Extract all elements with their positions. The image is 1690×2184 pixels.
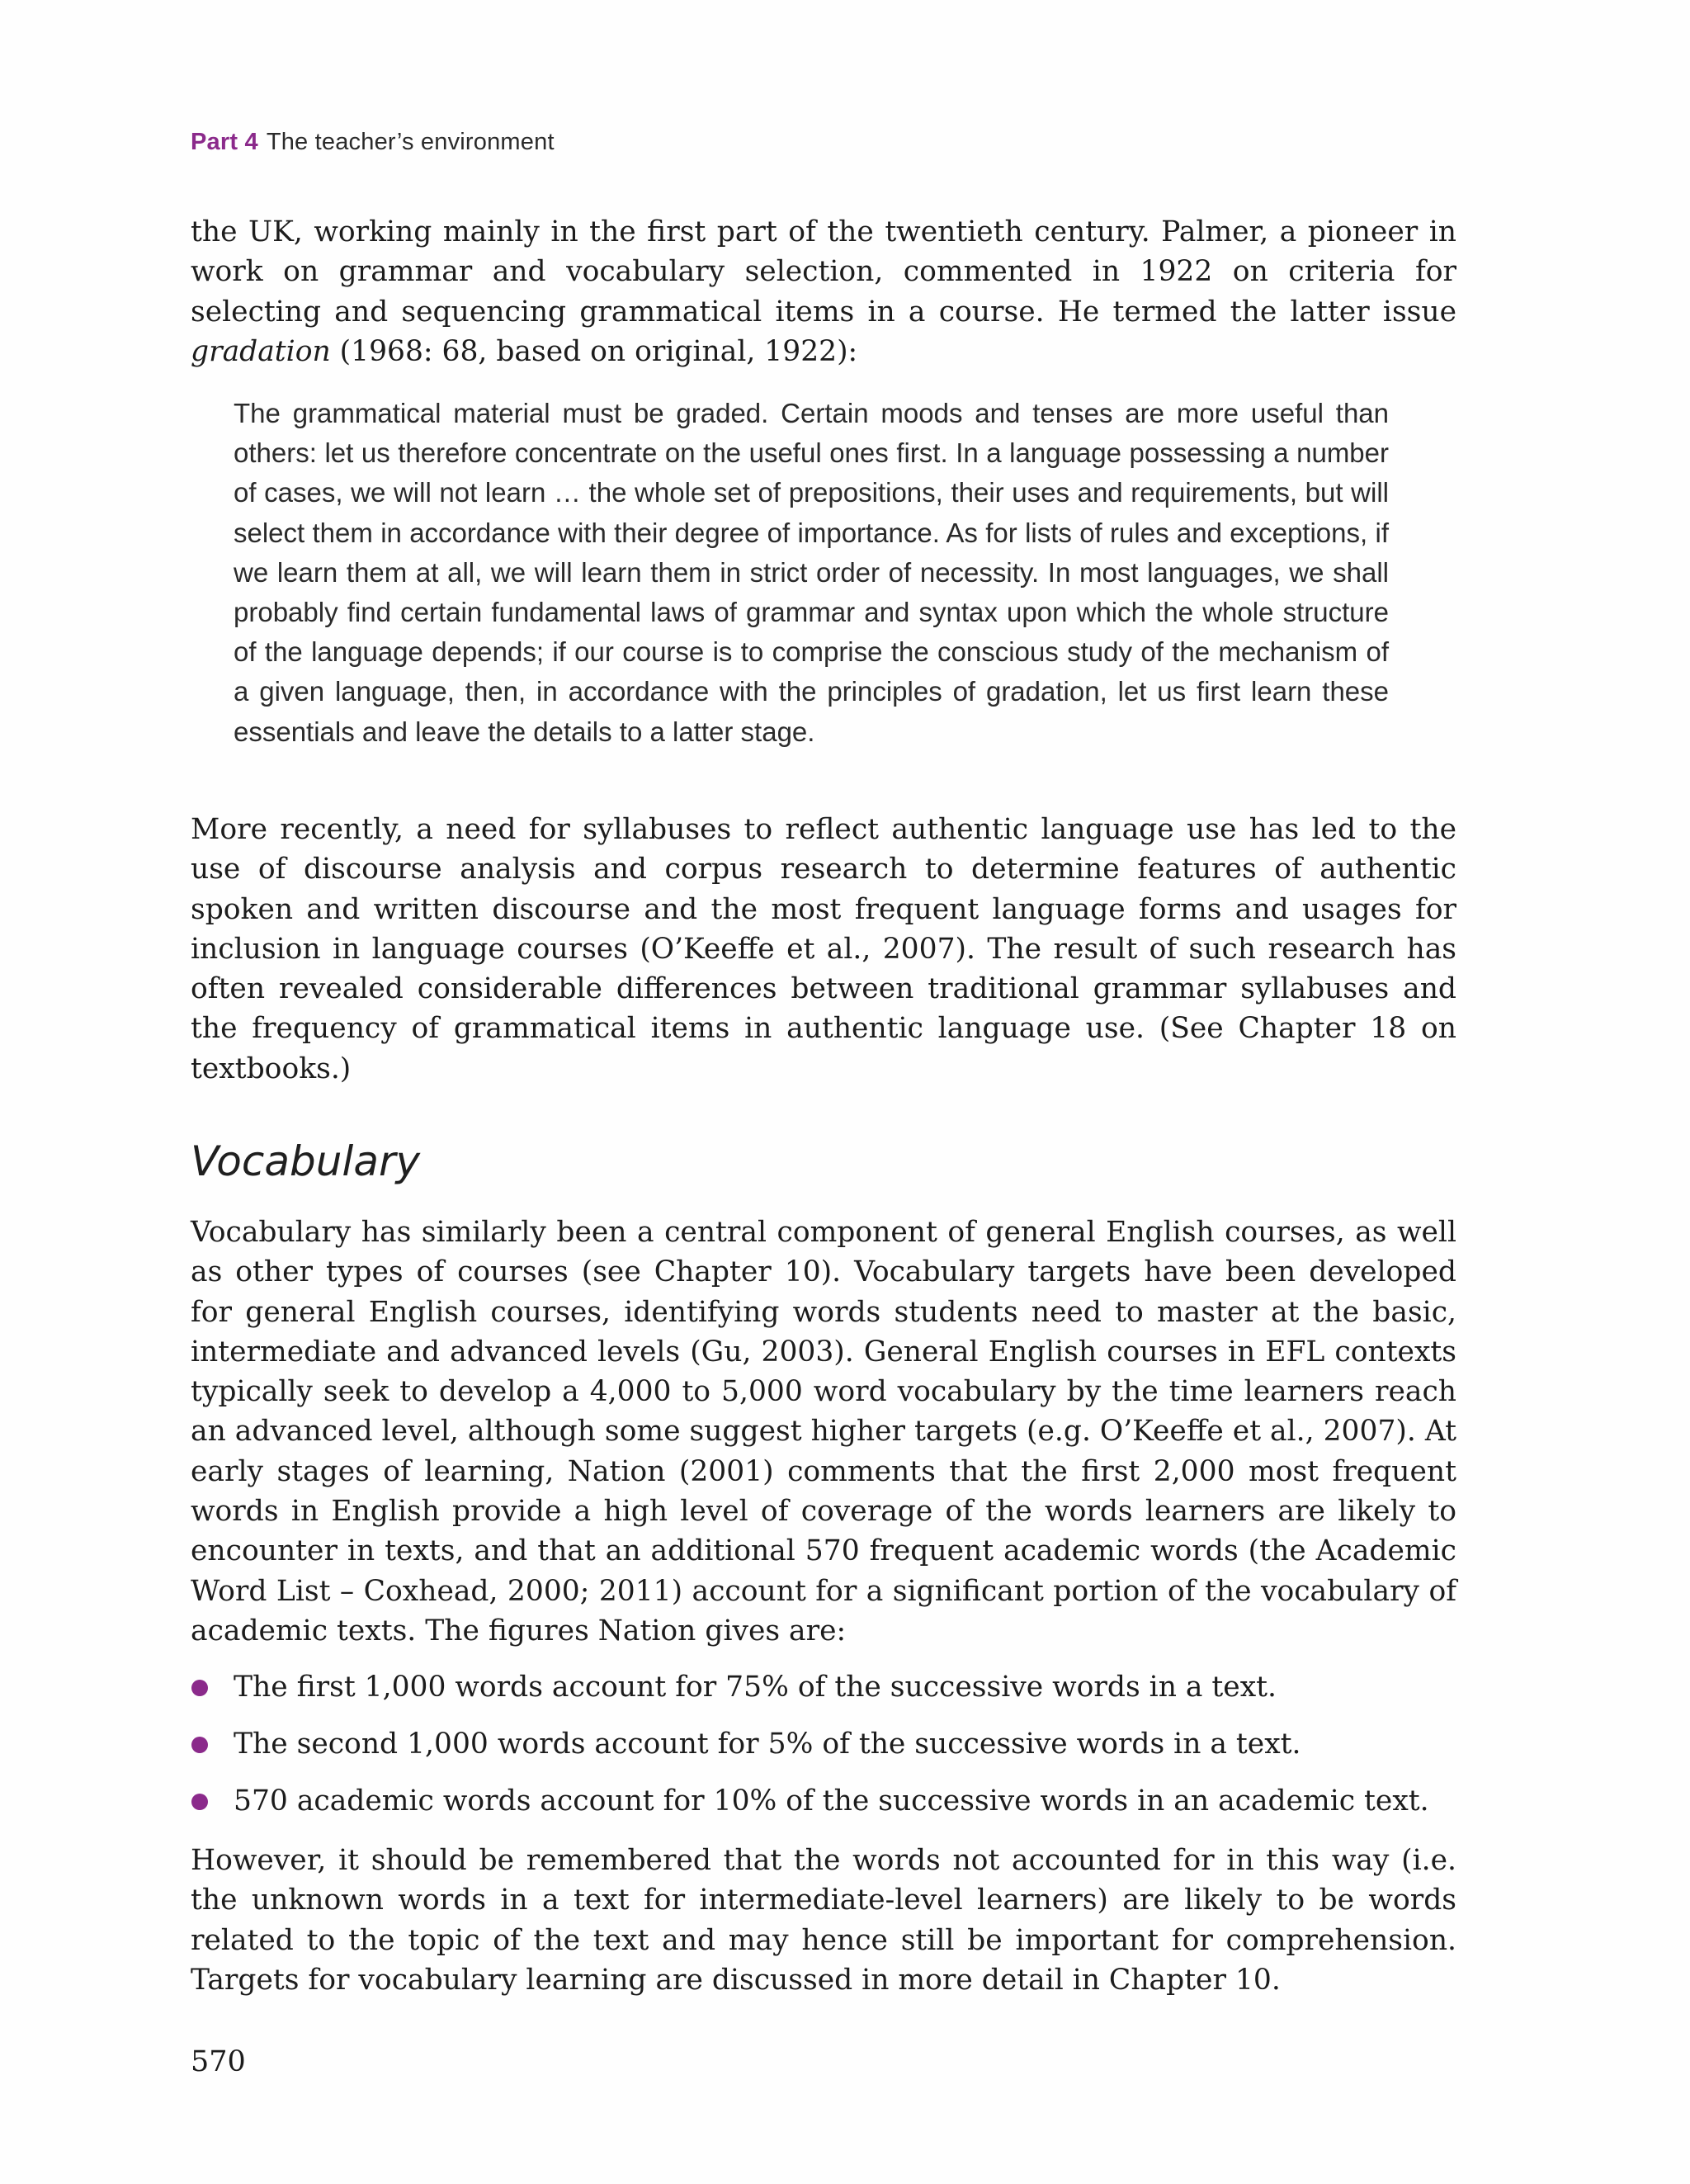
recent-research-paragraph: More recently, a need for syllabuses to reflect authentic language use has led to the use of discourse analysis and corpus research to determine features of authentic spoken and written discourse and the most frequent language forms and usages for inclusion in language courses (O’Keeffe et al., 2007). The result of such research has often revealed considerable differences between traditional grammar syllabuses and the frequency of grammatical items in authentic language use. (See Chapter 18 on textbooks.) [191, 813, 1456, 1085]
running-head-title: The teacher’s environment [266, 129, 555, 155]
vocabulary-paragraph: Vocabulary has similarly been a central component of general English courses, as well as other types of courses (see Chapter 10). Vocabulary targets have been developed for general English courses, identifying words students need to master at the basic, intermediate and advanced levels (Gu, 2003). General English courses in EFL contexts typically seek to develop a 4,000 to 5,000 word vocabulary by the time learners reach an advanced level, although some suggest higher targets (e.g. O’Keeffe et al., 2007). At early stages of learning, Nation (2001) comments that the first 2,000 most frequent words in English provide a high level of coverage of the words learners are likely to encounter in texts, and that an additional 570 frequent academic words (the Academic Word List – Coxhead, 2000; 2011) account for a significant portion of the vocabulary of academic texts. The figures Nation gives are: [191, 1216, 1456, 1647]
list-item-text: The first 1,000 words account for 75% of the successive words in a text. [234, 1671, 1277, 1704]
list-item [191, 1667, 1461, 1724]
block-quote: The grammatical material must be graded. Certain moods and tenses are more useful than others: let us therefore concentrate on the useful ones first. In a language possessing a number of cases, we will not learn … the whole set of prepositions, their uses and requirements, but will select them in accordance with their degree of importance. As for lists of rules and exceptions, if we learn them at all, we will learn them in strict order of necessity. In most languages, we shall probably find certain fundamental laws of grammar and syntax upon which the whole structure of the language depends; if our course is to comprise the conscious study of the mechanism of a given language, then, in accordance with the principles of gradation, let us first learn these essentials and leave the details to a latter stage. [234, 398, 1389, 747]
conclusion-paragraph: However, it should be remembered that the words not accounted for in this way (i.e. the unknown words in a text for intermediate-level learners) are likely to be words related to the topic of the text and may hence still be important for comprehension. Targets for vocabulary learning are discussed in more detail in Chapter 10. [191, 1844, 1456, 1997]
bullet-dot-icon [191, 1794, 208, 1810]
intro-paragraph [191, 212, 1456, 371]
page-number: 570 [191, 2045, 246, 2078]
list-item [191, 1781, 1461, 1838]
list-item-text: 570 academic words account for 10% of the successive words in an academic text. [234, 1785, 1429, 1818]
bullet-dot-icon [191, 1737, 208, 1753]
figures-list [191, 1667, 1461, 1838]
bullet-dot-icon [191, 1680, 208, 1696]
intro-text-before: the UK, working mainly in the first part of the twentieth century. Palmer, a pioneer in work on grammar and vocabulary selection, commented in 1922 on criteria for selecting and sequencing grammatical items in a course. He termed the latter issue [191, 215, 1456, 329]
list-item-text: The second 1,000 words account for 5% of the successive words in a text. [234, 1728, 1301, 1761]
running-head [191, 129, 555, 156]
running-head-part: Part 4 [191, 129, 258, 155]
section-heading: Vocabulary [191, 1137, 421, 1185]
intro-text-after: (1968: 68, based on original, 1922): [330, 334, 858, 368]
list-item [191, 1724, 1461, 1781]
intro-term: gradation [191, 334, 331, 368]
